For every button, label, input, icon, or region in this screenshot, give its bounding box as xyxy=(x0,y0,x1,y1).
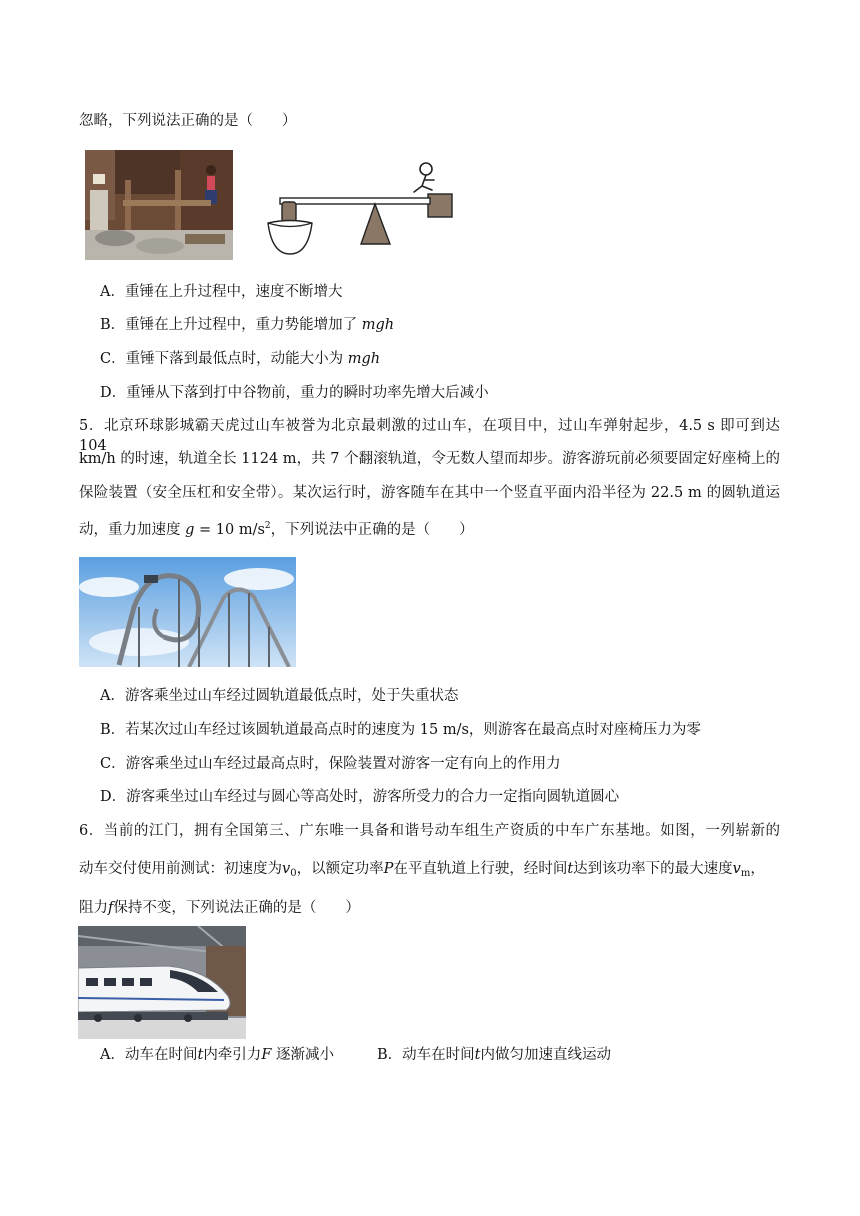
option-letter: B． xyxy=(377,1047,403,1063)
option-text: 游客乘坐过山车经过圆轨道最低点时，处于失重状态 xyxy=(124,688,459,704)
option-letter: A． xyxy=(100,688,125,704)
text: 内牵引力 xyxy=(203,1047,262,1063)
q6-option-b xyxy=(377,1045,611,1065)
subscript: m xyxy=(740,868,751,879)
formula: mgh xyxy=(347,351,381,367)
option-letter: C． xyxy=(100,351,126,367)
symbol-g: g xyxy=(185,522,195,538)
option-text: 游客乘坐过山车经过与圆心等高处时，游客所受力的合力一定指向圆轨道圆心 xyxy=(126,789,620,805)
option-letter: D． xyxy=(100,789,127,805)
q4-option-c xyxy=(100,349,380,369)
symbol-v: v xyxy=(282,861,291,877)
symbol-t: t xyxy=(567,861,574,877)
symbol-f: f xyxy=(108,900,114,916)
q6-line-2 xyxy=(79,859,765,884)
option-text: 游客乘坐过山车经过最高点时，保险装置对游客一定有向上的作用力 xyxy=(125,756,561,772)
text: 动车在时间 xyxy=(124,1047,198,1063)
subscript: 0 xyxy=(290,868,297,879)
option-text: 重锤下落到最低点时，动能大小为 xyxy=(125,351,348,367)
option-text: 若某次过山车经过该圆轨道最高点时的速度为 15 m/s，则游客在最高点时对座椅压力为零 xyxy=(125,722,701,738)
q5-option-b xyxy=(100,720,701,740)
q5-option-a xyxy=(100,686,458,706)
option-letter: B． xyxy=(100,722,126,738)
symbol-f-capital: F xyxy=(261,1047,272,1063)
q5-option-c xyxy=(100,754,561,774)
mill-photo xyxy=(85,150,233,260)
text: 动车在时间 xyxy=(402,1047,475,1063)
text: ，以额定功率 xyxy=(296,861,384,877)
option-text: 重锤在上升过程中，重力势能增加了 xyxy=(125,317,362,333)
option-text: 重锤在上升过程中，速度不断增大 xyxy=(124,284,343,300)
symbol-t: t xyxy=(474,1047,481,1063)
text: ，下列说法中正确的是（ ） xyxy=(270,522,474,538)
option-letter: A． xyxy=(100,284,125,300)
text: 内做匀加速直线运动 xyxy=(480,1047,611,1063)
formula: mgh xyxy=(361,317,395,333)
symbol-t: t xyxy=(197,1047,204,1063)
superscript: 2 xyxy=(264,521,271,531)
option-letter: C． xyxy=(100,756,126,772)
text: 动车交付使用前测试：初速度为 xyxy=(79,861,282,877)
option-letter: B． xyxy=(100,317,126,333)
text: ， xyxy=(750,861,765,877)
text: 逐渐减小 xyxy=(271,1047,334,1063)
q5-line-4 xyxy=(79,516,474,540)
text: = 10 m/s xyxy=(194,522,265,538)
q5-line-2: km/h 的时速，轨道全长 1124 m，共 7 个翻滚轨道，令无数人望而却步。游客游玩前必须要固定好座椅上的 xyxy=(79,451,780,467)
text: 在平直轨道上行驶，经时间 xyxy=(393,861,568,877)
lever-diagram xyxy=(262,156,458,258)
q4-intro: 忽略，下列说法正确的是（ ） xyxy=(79,113,297,129)
text: 动，重力加速度 xyxy=(79,522,186,538)
roller-coaster-photo xyxy=(79,557,296,667)
q5-line-1: 5．北京环球影城霸天虎过山车被誉为北京最刺激的过山车，在项目中，过山车弹射起步，4.5 s 即可到达 104 xyxy=(79,418,780,454)
symbol-v: v xyxy=(732,861,741,877)
option-letter: D． xyxy=(100,385,127,401)
q6-line-1: 6．当前的江门，拥有全国第三、广东唯一具备和谐号动车组生产资质的中车广东基地。如图，一列崭新的 xyxy=(79,823,780,839)
q4-option-a xyxy=(100,282,342,302)
text: 保持不变，下列说法正确的是（ ） xyxy=(113,900,360,916)
q6-line-3 xyxy=(79,898,360,918)
symbol-p: P xyxy=(383,861,394,877)
text: 阻力 xyxy=(79,900,108,916)
train-photo xyxy=(78,926,246,1039)
text: 达到该功率下的最大速度 xyxy=(573,861,733,877)
option-text: 重锤从下落到打中谷物前，重力的瞬时功率先增大后减小 xyxy=(126,385,489,401)
q5-line-3: 保险装置（安全压杠和安全带）。某次运行时，游客随车在其中一个竖直平面内沿半径为 22.5 m 的圆轨道运 xyxy=(79,485,780,501)
q4-option-d xyxy=(100,383,489,403)
option-letter: A． xyxy=(100,1047,125,1063)
q6-option-a xyxy=(100,1045,334,1065)
q5-option-d xyxy=(100,787,619,807)
q4-option-b xyxy=(100,315,394,335)
